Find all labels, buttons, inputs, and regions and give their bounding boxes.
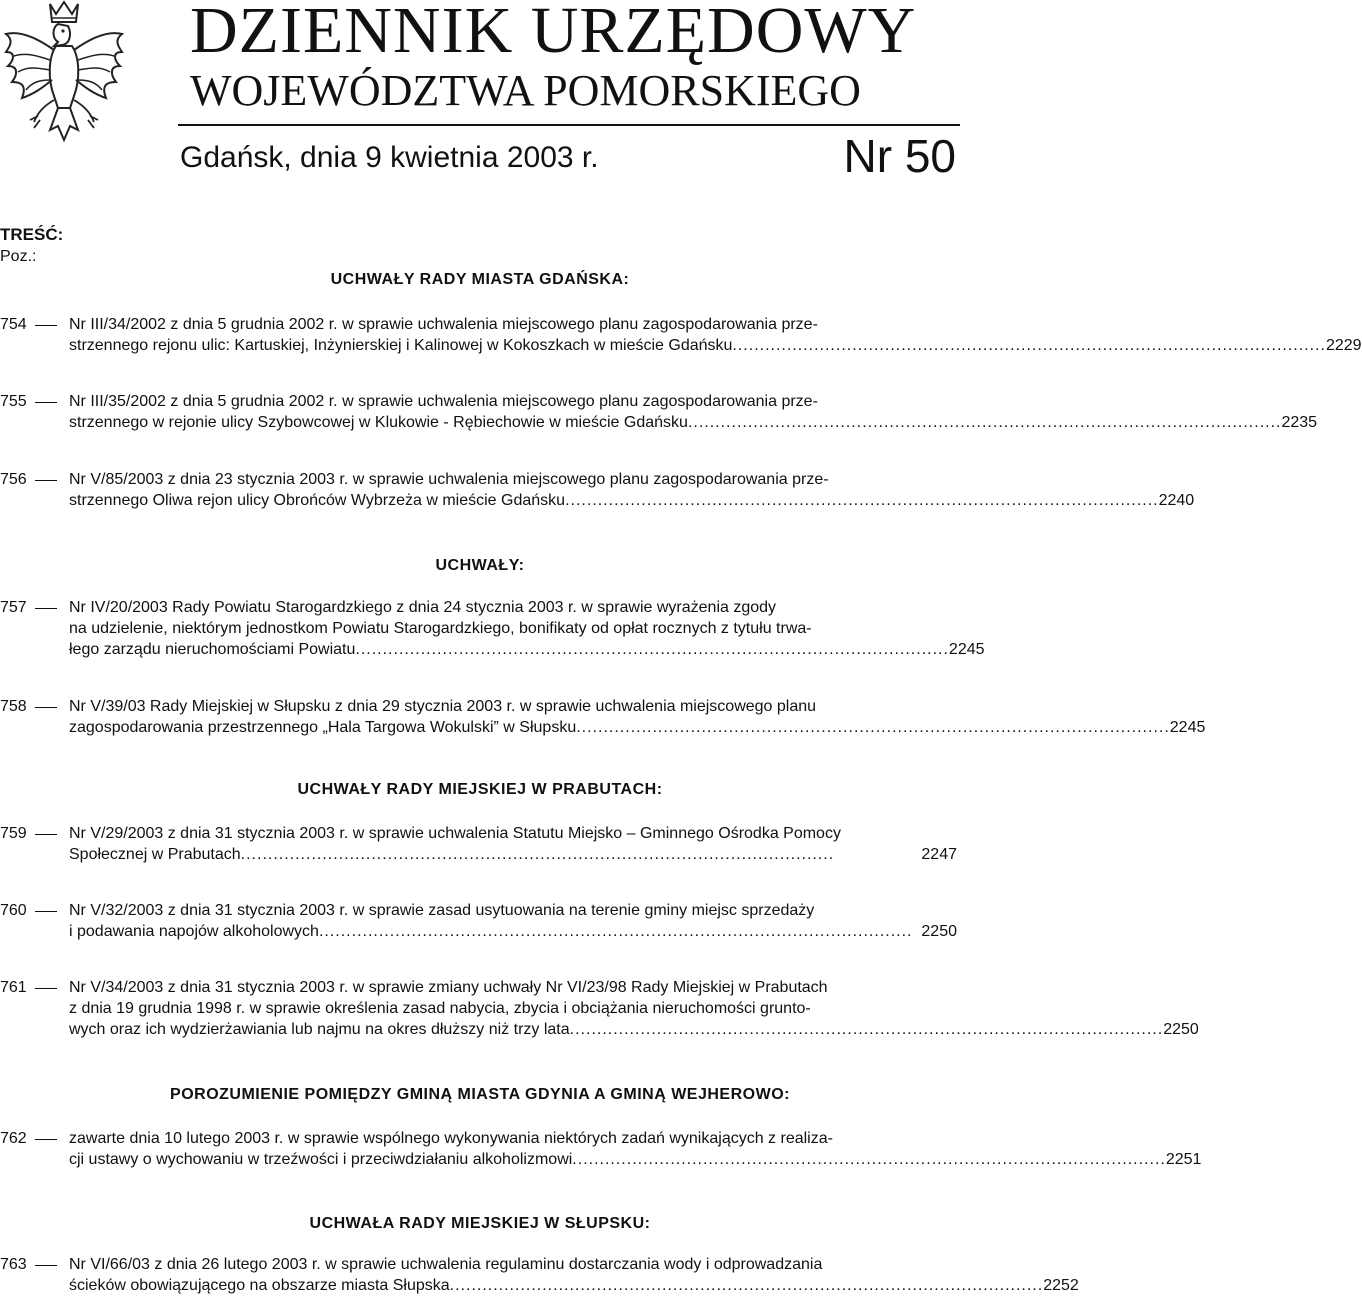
entry-text-line: Nr VI/66/03 z dnia 26 lutego 2003 r. w sprawie uchwalenia regulaminu dostarczania wody i odprowadzania (69, 1256, 823, 1273)
entry-text-line: wych oraz ich wydzierżawiania lub najmu na okres dłuższy niż trzy lata (69, 1021, 570, 1038)
entry-text-line: Nr V/85/2003 z dnia 23 stycznia 2003 r. w sprawie uchwalenia miejscowego planu zagospodarowania prze- (69, 471, 829, 488)
masthead-divider (178, 124, 960, 126)
entry-position: 755 (0, 393, 27, 410)
entry-text-line: Nr III/34/2002 z dnia 5 grudnia 2002 r. w sprawie uchwalenia miejscowego planu zagospodarowania prze- (69, 316, 818, 333)
dot-leader: ............................................................................................................. (355, 641, 949, 658)
entry-page-number: 2252 (1043, 1277, 1079, 1294)
entry-text-line: zagospodarowania przestrzennego „Hala Targowa Wokulski” w Słupsku (69, 719, 577, 736)
entry-text-line: strzennego w rejonie ulicy Szybowcowej w Klukowie - Rębiechowie w mieście Gdańsku (69, 414, 688, 431)
entry-position: 756 (0, 471, 27, 488)
entry-text-line: strzennego rejonu ulic: Kartuskiej, Inżynierskiej i Kalinowej w Kokoszkach w mieście Gdańsku (69, 337, 733, 354)
issue-number: Nr 50 (843, 130, 956, 182)
section-heading: POROZUMIENIE POMIĘDZY GMINĄ MIASTA GDYNIA A GMINĄ WEJHEROWO: (170, 1086, 790, 1103)
section-heading: UCHWAŁY RADY MIASTA GDAŃSKA: (330, 271, 630, 288)
entry-page-number: 2250 (1163, 1021, 1199, 1038)
entry-dash (35, 608, 57, 609)
issue-date: Gdańsk, dnia 9 kwietnia 2003 r. (180, 141, 599, 174)
toc-poz-label: Poz.: (0, 248, 37, 265)
entry-text-line: łego zarządu nieruchomościami Powiatu (69, 641, 356, 658)
dot-leader: ............................................................................................................. (569, 1021, 1164, 1038)
entry-dash (35, 1139, 57, 1140)
entry-page-number: 2235 (1281, 414, 1318, 431)
entry-position: 763 (0, 1256, 27, 1273)
entry-page-number: 2245 (1169, 719, 1206, 736)
dot-leader: ............................................................................................................. (576, 719, 1170, 736)
journal-title: DZIENNIK URZĘDOWY (190, 0, 917, 67)
entry-dash (35, 1265, 57, 1266)
entry-dash (35, 988, 57, 989)
entry-text-line: strzennego Oliwa rejon ulicy Obrońców Wybrzeża w mieście Gdańsku (69, 492, 566, 509)
polish-eagle-emblem (0, 0, 128, 150)
entry-page-number: 2247 (921, 846, 957, 863)
section-heading: UCHWAŁY: (435, 557, 525, 574)
entry-dash (35, 834, 57, 835)
entry-text-line: Nr V/32/2003 z dnia 31 stycznia 2003 r. w sprawie zasad usytuowania na terenie gminy miejsc sprzedaży (69, 902, 815, 919)
toc-heading: TREŚĆ: (0, 225, 64, 244)
entry-page-number: 2251 (1165, 1151, 1202, 1168)
dot-leader: ............................................................................................................. (732, 337, 1326, 354)
entry-page-number: 2240 (1158, 492, 1195, 509)
entry-text-line: Nr IV/20/2003 Rady Powiatu Starogardzkiego z dnia 24 stycznia 2003 r. w sprawie wyrażenia zgody (69, 599, 777, 616)
entry-position: 761 (0, 979, 27, 996)
entry-page-number: 2250 (921, 923, 957, 940)
dot-leader: ............................................................................................................. (240, 846, 835, 863)
journal-subtitle: WOJEWÓDZTWA POMORSKIEGO (190, 66, 861, 115)
entry-text-line: Nr V/39/03 Rady Miejskiej w Słupsku z dnia 29 stycznia 2003 r. w sprawie uchwalenia miejscowego planu (69, 698, 817, 715)
entry-text-line: z dnia 19 grudnia 1998 r. w sprawie określenia zasad nabycia, zbycia i obciążania nieruchomości grunto- (69, 1000, 811, 1017)
dot-leader: ............................................................................................................. (565, 492, 1159, 509)
entry-dash (35, 480, 57, 481)
section-heading: UCHWAŁA RADY MIEJSKIEJ W SŁUPSKU: (309, 1215, 651, 1232)
entry-text-line: Nr III/35/2002 z dnia 5 grudnia 2002 r. w sprawie uchwalenia miejscowego planu zagospodarowania prze- (69, 393, 818, 410)
dot-leader: ............................................................................................................. (687, 414, 1282, 431)
entry-dash (35, 325, 57, 326)
section-heading: UCHWAŁY RADY MIEJSKIEJ W PRABUTACH: (297, 781, 663, 798)
entry-position: 754 (0, 316, 27, 333)
dot-leader: ............................................................................................................. (449, 1277, 1044, 1294)
entry-text-line: Nr V/34/2003 z dnia 31 stycznia 2003 r. w sprawie zmiany uchwały Nr VI/23/98 Rady Miejskiej w Prabutach (69, 979, 828, 996)
entry-position: 760 (0, 902, 27, 919)
entry-position: 762 (0, 1130, 27, 1147)
entry-page-number: 2245 (948, 641, 985, 658)
entry-position: 757 (0, 599, 27, 616)
entry-text-line: na udzielenie, niektórym jednostkom Powiatu Starogardzkiego, bonifikaty od opłat rocznych z tytułu trwa- (69, 620, 812, 637)
entry-dash (35, 707, 57, 708)
entry-dash (35, 911, 57, 912)
entry-text-line: i podawania napojów alkoholowych (69, 923, 319, 940)
dot-leader: ............................................................................................................. (318, 923, 913, 940)
dot-leader: ............................................................................................................. (572, 1151, 1166, 1168)
entry-text-line: Nr V/29/2003 z dnia 31 stycznia 2003 r. w sprawie uchwalenia Statutu Miejsko – Gminnego Ośrodka Pomocy (69, 825, 841, 842)
entry-position: 759 (0, 825, 27, 842)
entry-text-line: cji ustawy o wychowaniu w trzeźwości i przeciwdziałaniu alkoholizmowi (69, 1151, 573, 1168)
entry-text-line: Społecznej w Prabutach (69, 846, 241, 863)
entry-page-number: 2229 (1325, 337, 1362, 354)
entry-text-line: ścieków obowiązującego na obszarze miasta Słupska (69, 1277, 450, 1294)
entry-text-line: zawarte dnia 10 lutego 2003 r. w sprawie wspólnego wykonywania niektórych zadań wynikających z realiza- (69, 1130, 833, 1147)
entry-position: 758 (0, 698, 27, 715)
entry-dash (35, 402, 57, 403)
